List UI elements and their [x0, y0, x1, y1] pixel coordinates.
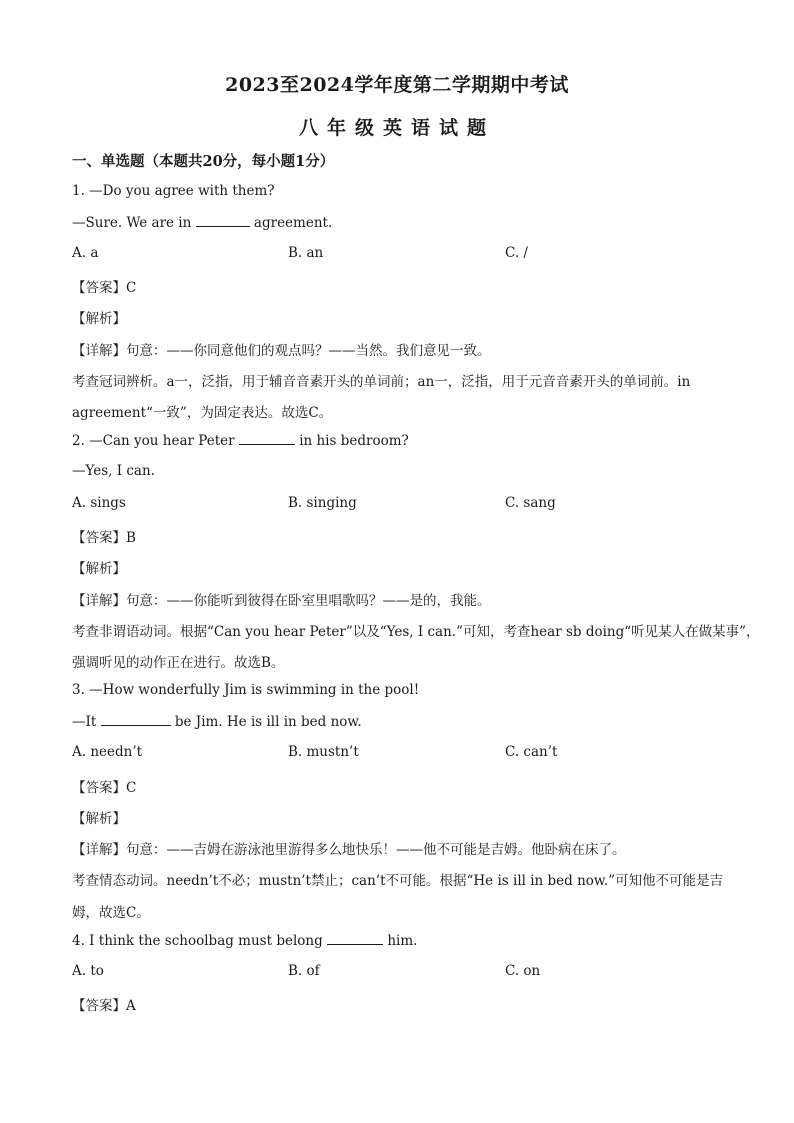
exam-title: 2023至2024学年度第二学期期中考试: [225, 74, 569, 96]
q2-analysis-label: 【解析】: [72, 561, 126, 577]
q3-analysis-label: 【解析】: [72, 811, 126, 827]
q2-option-a: A. sings: [72, 495, 126, 511]
q3-stem-after-blank: be Jim. He is ill in bed now.: [174, 714, 362, 730]
q4-stem-after-blank: him.: [387, 933, 418, 949]
q1-detail-1: 【详解】句意：——你同意他们的观点吗？——当然。我们意见一致。: [72, 343, 491, 359]
q4-answer-blank: [327, 932, 383, 945]
q1-detail-2: 考查冠词辨析。a一，泛指，用于辅音音素开头的单词前；an一，泛指，用于元音音素开头的单词前。in: [72, 374, 691, 390]
q1-analysis-label: 【解析】: [72, 311, 126, 327]
q3-answer-blank: [101, 713, 171, 726]
q4-answer: 【答案】A: [72, 998, 136, 1014]
q1-stem-after-blank: agreement.: [253, 215, 333, 231]
exam-subtitle: 八年级英语试题: [298, 117, 495, 139]
q3-detail-2: 考查情态动词。needn’t不必；mustn’t禁止；can’t不可能。根据“He is ill in bed now.”可知他不可能是吉: [72, 873, 724, 889]
q1-stem-before-blank: —Sure. We are in: [72, 215, 192, 231]
q4-option-b: B. of: [288, 963, 320, 979]
q2-stem-line1: [72, 432, 409, 449]
q1-detail-3: agreement“一致”，为固定表达。故选C。: [72, 405, 333, 421]
q2-detail-1: 【详解】句意：——你能听到彼得在卧室里唱歌吗？——是的，我能。: [72, 593, 491, 609]
q2-option-b: B. singing: [288, 495, 357, 511]
q3-option-a: A. needn’t: [72, 744, 143, 760]
q1-stem-line1: 1. —Do you agree with them?: [72, 183, 275, 199]
section-heading: 一、单选题（本题共20分，每小题1分）: [72, 153, 335, 170]
q3-option-c: C. can’t: [505, 744, 558, 760]
q1-answer: 【答案】C: [72, 280, 137, 296]
q2-option-c: C. sang: [505, 495, 556, 511]
q3-answer: 【答案】C: [72, 780, 137, 796]
q2-stem-after-blank: in his bedroom?: [299, 433, 409, 449]
q2-answer-blank: [239, 432, 295, 445]
q1-option-b: B. an: [288, 245, 324, 261]
q4-stem-before-blank: 4. I think the schoolbag must belong: [72, 933, 323, 949]
q1-option-a: A. a: [72, 245, 99, 261]
q3-detail-3: 姆，故选C。: [72, 905, 150, 921]
q2-stem-before-blank: 2. —Can you hear Peter: [72, 433, 235, 449]
q2-stem-line2: —Yes, I can.: [72, 463, 155, 479]
q1-answer-blank: [196, 214, 250, 227]
q3-detail-1: 【详解】句意：——吉姆在游泳池里游得多么地快乐！——他不可能是吉姆。他卧病在床了。: [72, 842, 626, 858]
q1-stem-line2: [72, 214, 332, 231]
q3-stem-line2: [72, 713, 362, 730]
q3-option-b: B. mustn’t: [288, 744, 359, 760]
q2-detail-2: 考查非谓语动词。根据“Can you hear Peter”以及“Yes, I can.”可知，考查hear sb doing“听见某人在做某事”，: [72, 624, 760, 640]
q2-detail-3: 强调听见的动作正在进行。故选B。: [72, 655, 285, 671]
q3-stem-line1: 3. —How wonderfully Jim is swimming in the pool!: [72, 682, 420, 698]
q1-option-c: C. /: [505, 245, 528, 261]
q4-option-a: A. to: [72, 963, 104, 979]
q4-stem-line1: [72, 932, 417, 949]
q4-option-c: C. on: [505, 963, 541, 979]
q3-stem-before-blank: —It: [72, 714, 97, 730]
q2-answer: 【答案】B: [72, 530, 136, 546]
